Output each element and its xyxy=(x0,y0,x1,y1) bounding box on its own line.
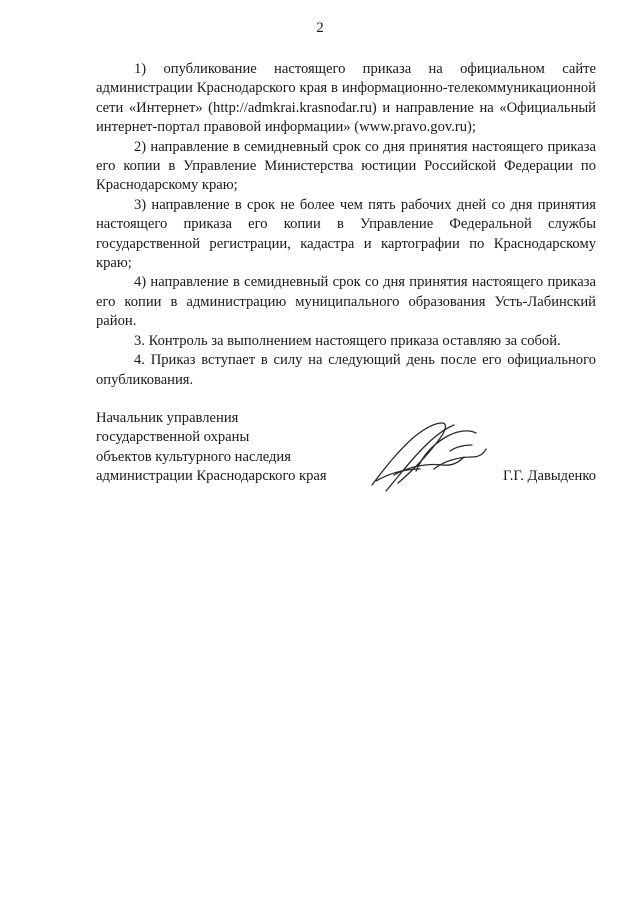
signatory-position xyxy=(96,409,327,487)
paragraph-control: 3. Контроль за выполнением настоящего приказа оставляю за собой. xyxy=(134,332,561,349)
paragraph-ministry-justice: 2) направление в семидневный срок со дня принятия настоящего приказа его копии в Управление Министерства юстиции Российской Федерации по Краснодарскому краю; xyxy=(96,138,596,194)
paragraph-municipality: 4) направление в семидневный срок со дня принятия настоящего приказа его копии в администрацию муниципального образования Усть-Лабинский район. xyxy=(96,274,596,330)
signatory-position-line: государственной охраны xyxy=(96,429,250,446)
handwritten-signature xyxy=(364,411,494,493)
signatory-position-line: Начальник управления xyxy=(96,410,239,426)
paragraph-publication: 1) опубликование настоящего приказа на официальном сайте администрации Краснодарского края в информационно-телекоммуникационной сети «Интернет» (http://admkrai.krasnodar.ru) и направление на «Официальный интернет-портал правовой информации» (www.pravo.gov.ru); xyxy=(96,61,596,136)
signatory-position-line: объектов культурного наследия xyxy=(96,448,291,465)
page-number: 2 xyxy=(316,20,324,36)
signatory-name: Г.Г. Давыденко xyxy=(502,468,596,484)
document-body xyxy=(96,60,596,390)
signatory-position-line: администрации Краснодарского края xyxy=(96,468,327,485)
signature-block xyxy=(96,409,596,499)
paragraph-effective-date: 4. Приказ вступает в силу на следующий день после его официального опубликования. xyxy=(96,352,596,388)
paragraph-rosreestr: 3) направление в срок не более чем пять рабочих дней со дня принятия настоящего приказа его копии в Управление Федеральной службы государственной регистрации, кадастра и картографии по Краснодарскому краю; xyxy=(96,196,596,272)
